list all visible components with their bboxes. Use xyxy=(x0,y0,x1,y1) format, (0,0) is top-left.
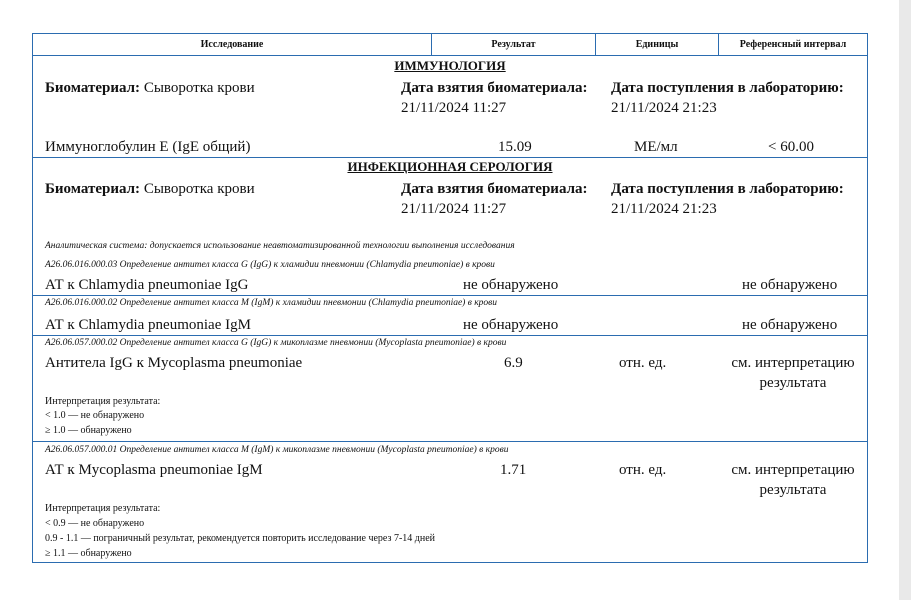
biomaterial xyxy=(45,80,255,97)
test-reference: см. интерпретацию xyxy=(731,462,855,478)
test-result: 1.71 xyxy=(500,462,527,478)
test-name: АТ к Chlamydia pneumoniae IgG xyxy=(45,277,249,293)
test-name: АТ к Mycoplasma pneumoniae IgM xyxy=(45,462,263,478)
interpretation-title: Интерпретация результата: xyxy=(45,396,161,407)
header-result: Результат xyxy=(491,39,536,50)
collected-value: 21/11/2024 11:27 xyxy=(401,100,507,116)
biomaterial-value: Сыворотка крови xyxy=(143,181,255,197)
scrollbar-track[interactable] xyxy=(899,0,911,600)
interpretation-line: ≥ 1.1 — обнаружено xyxy=(45,548,132,559)
header-reference: Референсный интервал xyxy=(739,39,847,50)
test-name: АТ к Chlamydia pneumoniae IgM xyxy=(45,317,251,333)
row-divider xyxy=(33,441,867,442)
section-title-immunology: ИММУНОЛОГИЯ xyxy=(394,58,506,73)
test-reference: < 60.00 xyxy=(768,139,814,155)
test-reference: см. интерпретацию xyxy=(731,355,855,371)
biomaterial-label: Биоматериал: xyxy=(45,181,141,197)
test-result: 6.9 xyxy=(504,355,523,371)
row-divider xyxy=(33,295,867,296)
test-name: Иммуноглобулин Е (IgE общий) xyxy=(45,139,251,155)
collected-label: Дата взятия биоматериала: xyxy=(401,80,588,96)
received-value: 21/11/2024 21:23 xyxy=(611,201,717,217)
row-divider xyxy=(33,157,867,158)
test-reference-cont: результата xyxy=(759,375,827,391)
test-result: не обнаружено xyxy=(463,317,559,333)
lab-report xyxy=(32,33,868,563)
header-study: Исследование xyxy=(200,39,264,50)
interpretation-line: ≥ 1.0 — обнаружено xyxy=(45,425,132,436)
biomaterial-label: Биоматериал: xyxy=(45,80,141,96)
received-label: Дата поступления в лабораторию: xyxy=(611,181,844,197)
test-code: A26.06.016.000.03 Определение антител класса G (IgG) к хламидии пневмонии (Chlamydia pneumoniae) в крови xyxy=(45,260,495,270)
received-label: Дата поступления в лабораторию: xyxy=(611,80,844,96)
test-reference: не обнаружено xyxy=(742,277,838,293)
biomaterial-value: Сыворотка крови xyxy=(143,80,255,96)
analytic-note: Аналитическая система: допускается использование неавтоматизированной технологии выполнения исследования xyxy=(45,241,515,251)
test-units: отн. ед. xyxy=(619,355,667,371)
interpretation-line: 0.9 - 1.1 — пограничный результат, рекомендуется повторить исследование через 7-14 дней xyxy=(45,533,436,544)
test-code: A26.06.057.000.01 Определение антител класса M (IgM) к микоплазме пневмонии (Mycoplasta pneumoniae) в крови xyxy=(45,445,509,455)
test-result: не обнаружено xyxy=(463,277,559,293)
test-code: A26.06.016.000.02 Определение антител класса M (IgM) к хламидии пневмонии (Chlamydia pneumoniae) в крови xyxy=(45,298,498,308)
interpretation-title: Интерпретация результата: xyxy=(45,503,161,514)
row-divider xyxy=(33,335,867,336)
biomaterial xyxy=(45,181,255,198)
section-title-serology: ИНФЕКЦИОННАЯ СЕРОЛОГИЯ xyxy=(347,159,553,174)
test-reference: не обнаружено xyxy=(742,317,838,333)
received-value: 21/11/2024 21:23 xyxy=(611,100,717,116)
collected-value: 21/11/2024 11:27 xyxy=(401,201,507,217)
test-reference-cont: результата xyxy=(759,482,827,498)
header-units: Единицы xyxy=(635,39,679,50)
collected-label: Дата взятия биоматериала: xyxy=(401,181,588,197)
test-result: 15.09 xyxy=(498,139,532,155)
test-name: Антитела IgG к Mycoplasma pneumoniae xyxy=(45,355,303,371)
interpretation-line: < 0.9 — не обнаружено xyxy=(45,518,145,529)
test-units: МЕ/мл xyxy=(634,139,678,155)
test-units: отн. ед. xyxy=(619,462,667,478)
table-header xyxy=(33,34,867,56)
interpretation-line: < 1.0 — не обнаружено xyxy=(45,410,145,421)
test-code: A26.06.057.000.02 Определение антител класса G (IgG) к микоплазме пневмонии (Mycoplasta pneumoniae) в крови xyxy=(45,338,507,348)
